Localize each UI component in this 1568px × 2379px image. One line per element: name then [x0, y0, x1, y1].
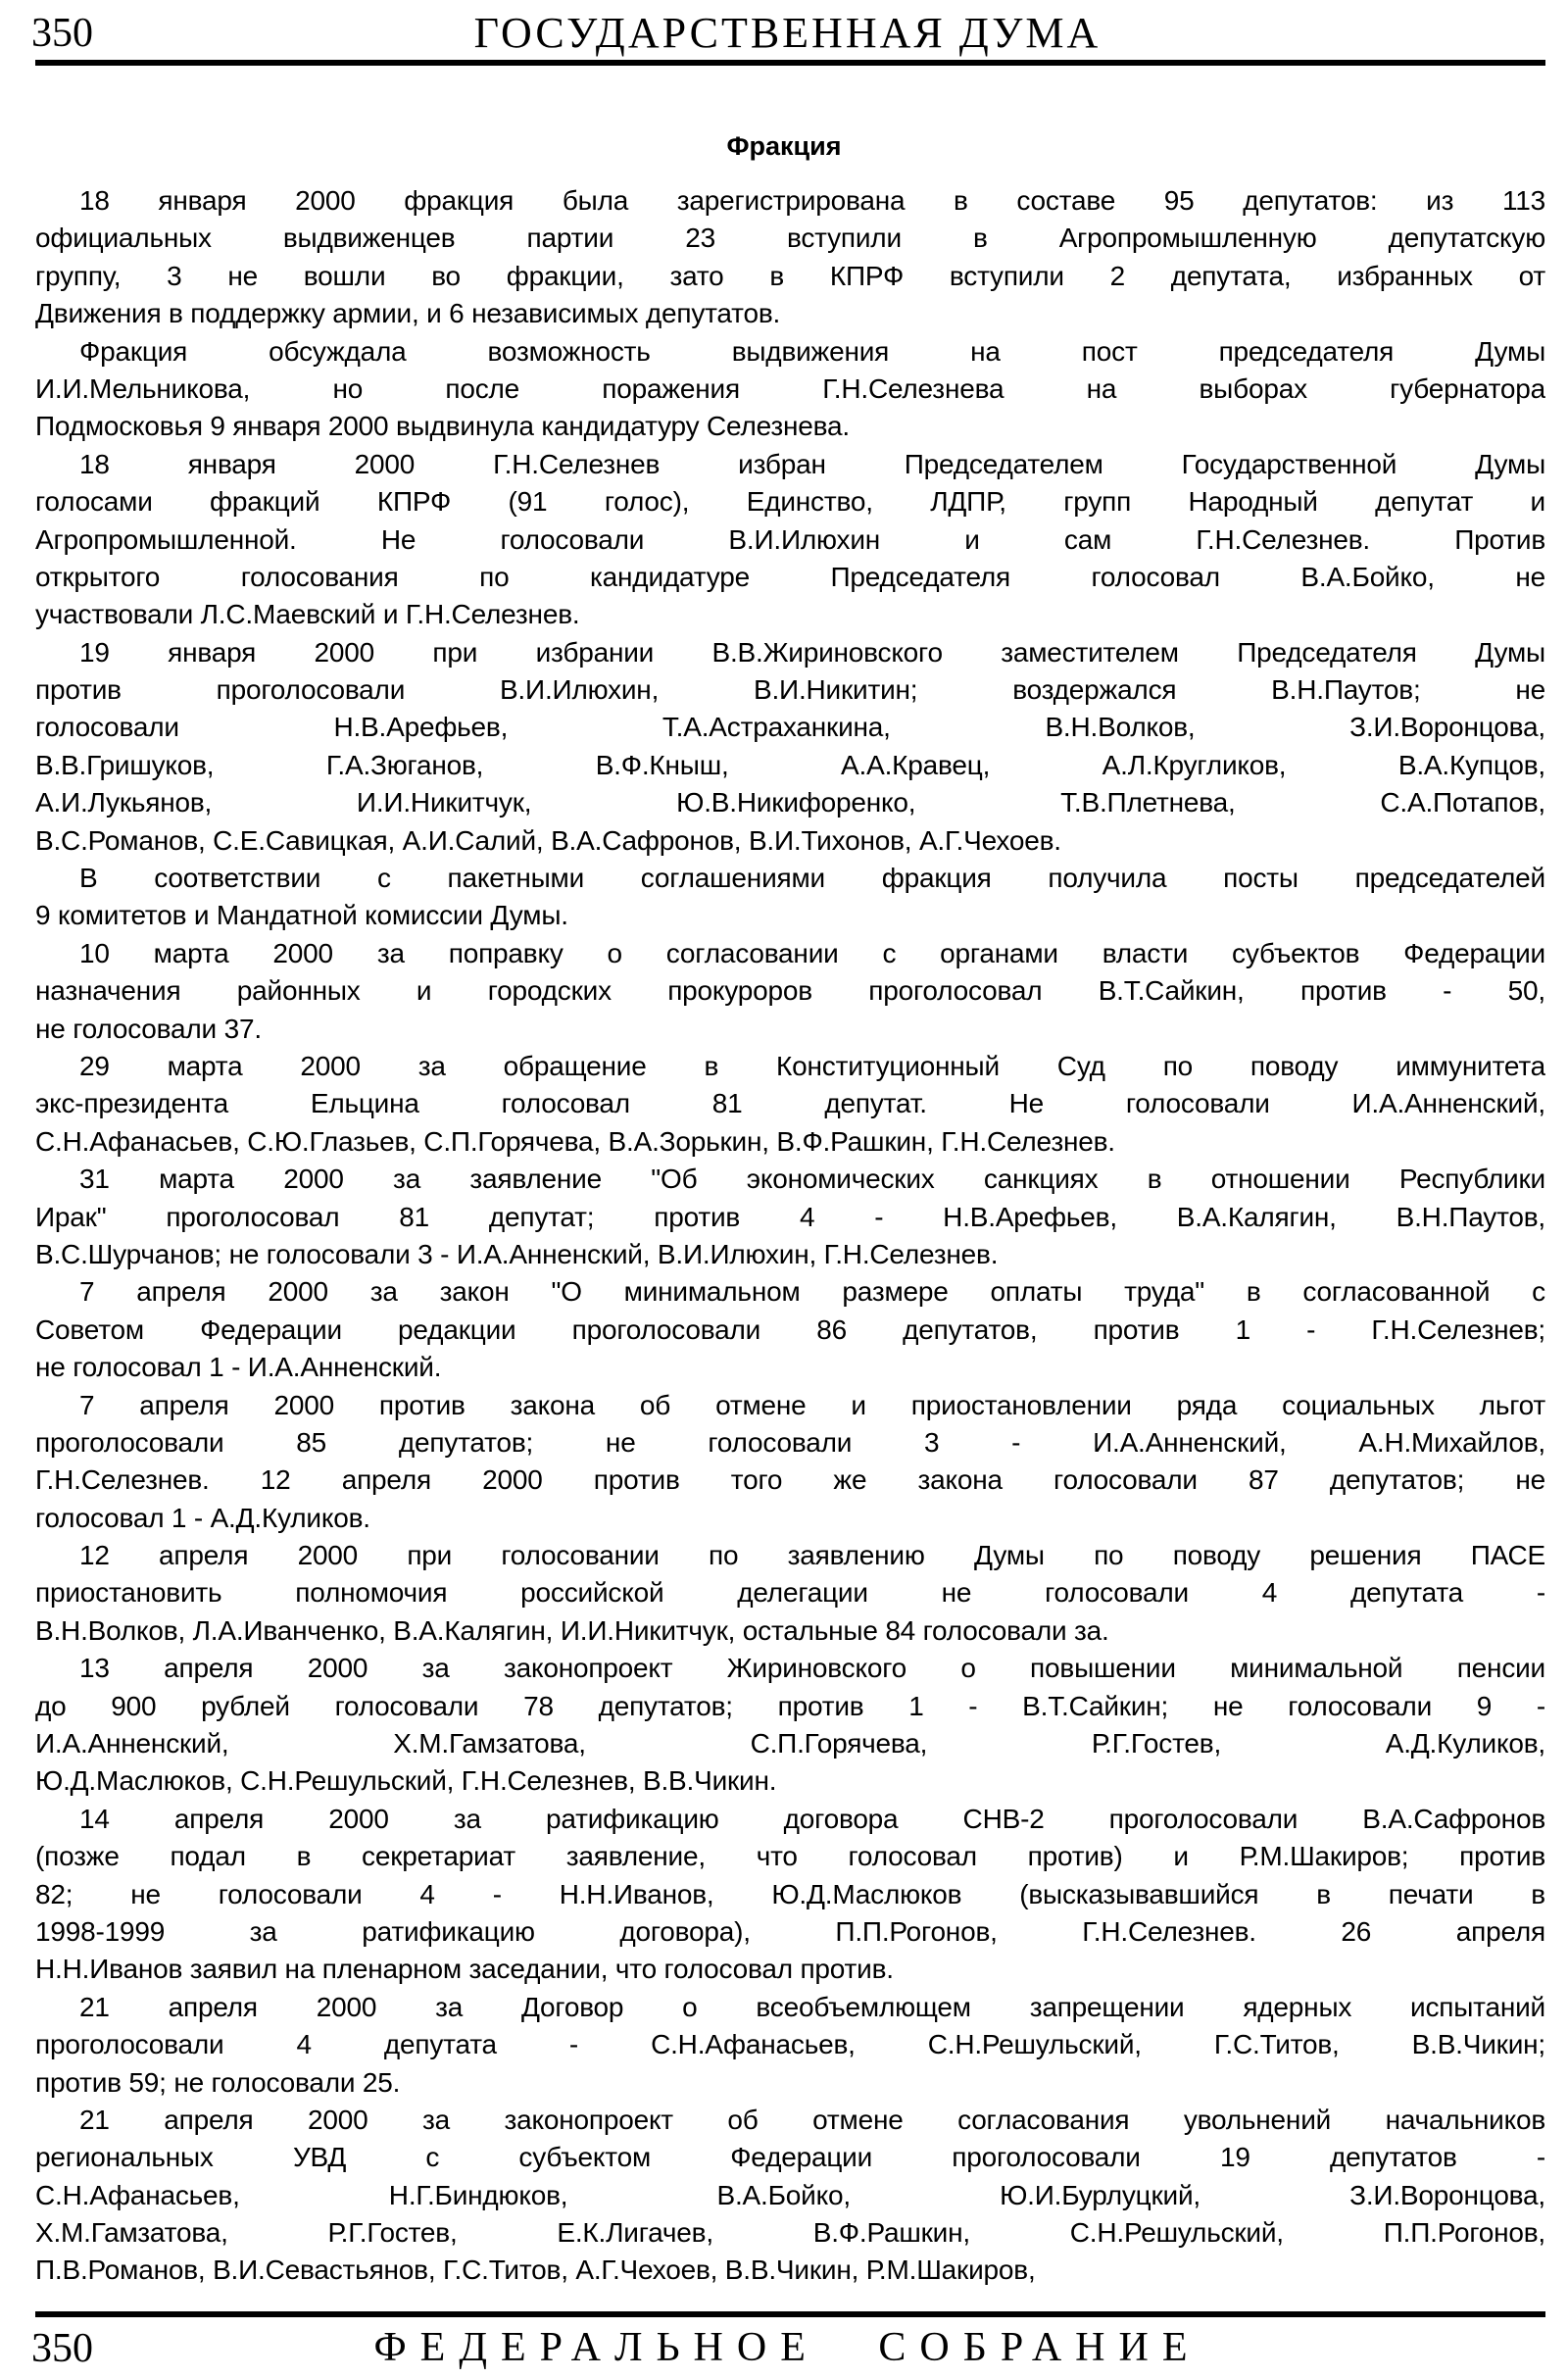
- text-line: 82; не голосовали 4 - Н.Н.Иванов, Ю.Д.Маслюков (высказывавшийся в печати в: [35, 1878, 1545, 1909]
- paragraph: [35, 333, 1545, 446]
- body-text: [35, 182, 1545, 2290]
- footer-page-number: 350: [31, 2326, 93, 2371]
- page-header: [29, 10, 1545, 59]
- text-line: группу, 3 не вошли во фракции, зато в КПРФ вступили 2 депутата, избранных от: [35, 260, 1545, 291]
- paragraph: [35, 634, 1545, 860]
- footer-rule: [35, 2311, 1545, 2317]
- text-line: Подмосковья 9 января 2000 выдвинула кандидатуру Селезнева.: [35, 411, 850, 442]
- text-line: до 900 рублей голосовали 78 депутатов; против 1 - В.Т.Сайкин; не голосовали 9 -: [35, 1690, 1545, 1721]
- page-footer: [29, 2323, 1545, 2376]
- text-line: официальных выдвиженцев партии 23 вступили в Агропромышленную депутатскую: [35, 223, 1545, 254]
- paragraph: [35, 1387, 1545, 1538]
- text-line: 31 марта 2000 за заявление "Об экономических санкциях в отношении Республики: [79, 1164, 1545, 1195]
- text-line: Агропромышленной. Не голосовали В.И.Илюхин и сам Г.Н.Селезнев. Против: [35, 523, 1545, 555]
- text-line: против 59; не голосовали 25.: [35, 2066, 401, 2098]
- paragraph: [35, 1537, 1545, 1650]
- text-line: голосовал 1 - А.Д.Куликов.: [35, 1502, 370, 1533]
- text-line: открытого голосования по кандидатуре Председателя голосовал В.А.Бойко, не: [35, 561, 1545, 592]
- section-heading: Фракция: [726, 131, 842, 161]
- text-line: против проголосовали В.И.Илюхин, В.И.Никитин; воздержался В.Н.Паутов; не: [35, 674, 1545, 706]
- text-line: 21 апреля 2000 за законопроект об отмене согласования увольнений начальников: [79, 2104, 1545, 2135]
- text-line: В соответствии с пакетными соглашениями фракция получила посты председателей: [79, 863, 1545, 894]
- text-line: И.И.Мельникова, но после поражения Г.Н.Селезнева на выборах губернатора: [35, 372, 1545, 404]
- text-line: В.С.Шурчанов; не голосовали 3 - И.А.Анненский, В.И.Илюхин, Г.Н.Селезнев.: [35, 1238, 999, 1269]
- paragraph: [35, 182, 1545, 333]
- text-line: 10 марта 2000 за поправку о согласовании с органами власти субъектов Федерации: [79, 937, 1545, 968]
- text-line: С.Н.Афанасьев, С.Ю.Глазьев, С.П.Горячева, В.А.Зорькин, В.Ф.Рашкин, Г.Н.Селезнев.: [35, 1125, 1115, 1157]
- text-line: 7 апреля 2000 против закона об отмене и приостановлении ряда социальных льгот: [79, 1389, 1545, 1420]
- text-line: Советом Федерации редакции проголосовали 86 депутатов, против 1 - Г.Н.Селезнев;: [35, 1313, 1545, 1345]
- text-line: В.Н.Волков, Л.А.Иванченко, В.А.Калягин, И.И.Никитчук, остальные 84 голосовали за.: [35, 1614, 1109, 1646]
- text-line: региональных УВД с субъектом Федерации проголосовали 19 депутатов -: [35, 2142, 1545, 2173]
- text-line: 18 января 2000 Г.Н.Селезнев избран Председателем Государственной Думы: [79, 448, 1545, 479]
- text-line: голосовали Н.В.Арефьев, Т.А.Астраханкина, В.Н.Волков, З.И.Воронцова,: [35, 712, 1545, 743]
- text-line: Х.М.Гамзатова, Р.Г.Гостев, Е.К.Лигачев, В.Ф.Рашкин, С.Н.Решульский, П.П.Рогонов,: [35, 2217, 1545, 2249]
- text-line: 9 комитетов и Мандатной комиссии Думы.: [35, 900, 568, 931]
- text-line: Ирак" проголосовал 81 депутат; против 4 - Н.В.Арефьев, В.А.Калягин, В.Н.Паутов,: [35, 1201, 1545, 1232]
- text-line: П.В.Романов, В.И.Севастьянов, Г.С.Титов, А.Г.Чехоев, В.В.Чикин, Р.М.Шакиров,: [35, 2255, 1036, 2286]
- text-line: (позже подал в секретариат заявление, что голосовал против) и Р.М.Шакиров; против: [35, 1841, 1545, 1872]
- text-line: Фракция обсуждала возможность выдвижения на пост председателя Думы: [79, 335, 1545, 367]
- text-line: С.Н.Афанасьев, Н.Г.Биндюков, В.А.Бойко, Ю.И.Бурлуцкий, З.И.Воронцова,: [35, 2179, 1545, 2210]
- paragraph: [35, 1989, 1545, 2102]
- text-line: А.И.Лукьянов, И.И.Никитчук, Ю.В.Никифоренко, Т.В.Плетнева, С.А.Потапов,: [35, 787, 1545, 818]
- text-line: экс-президента Ельцина голосовал 81 депутат. Не голосовали И.А.Анненский,: [35, 1088, 1545, 1119]
- text-line: 21 апреля 2000 за Договор о всеобъемлющем запрещении ядерных испытаний: [79, 1991, 1545, 2022]
- text-line: Ю.Д.Маслюков, С.Н.Решульский, Г.Н.Селезнев, В.В.Чикин.: [35, 1765, 777, 1797]
- text-line: приостановить полномочия российской делегации не голосовали 4 депутата -: [35, 1577, 1545, 1609]
- paragraph: [35, 1801, 1545, 1989]
- text-line: участвовали Л.С.Маевский и Г.Н.Селезнев.: [35, 599, 580, 630]
- text-line: голосами фракций КПРФ (91 голос), Единство, ЛДПР, групп Народный депутат и: [35, 486, 1545, 518]
- text-line: В.В.Гришуков, Г.А.Зюганов, В.Ф.Кныш, А.А.Кравец, А.Л.Кругликов, В.А.Купцов,: [35, 749, 1545, 780]
- text-line: 7 апреля 2000 за закон "О минимальном размере оплаты труда" в согласованной с: [79, 1276, 1545, 1308]
- paragraph: [35, 1650, 1545, 1801]
- paragraph: [35, 935, 1545, 1048]
- text-line: назначения районных и городских прокуроров проголосовал В.Т.Сайкин, против - 50,: [35, 975, 1545, 1007]
- text-line: 14 апреля 2000 за ратификацию договора СНВ-2 проголосовали В.А.Сафронов: [79, 1803, 1545, 1834]
- text-line: 18 января 2000 фракция была зарегистрирована в составе 95 депутатов: из 113: [79, 185, 1545, 216]
- paragraph: [35, 2102, 1545, 2290]
- text-line: И.А.Анненский, Х.М.Гамзатова, С.П.Горячева, Р.Г.Гостев, А.Д.Куликов,: [35, 1728, 1545, 1759]
- header-rule: [35, 60, 1545, 66]
- paragraph: [35, 1048, 1545, 1161]
- text-line: не голосовали 37.: [35, 1013, 262, 1044]
- footer-title: ФЕДЕРАЛЬНОЕ СОБРАНИЕ: [373, 2325, 1201, 2370]
- text-line: 1998-1999 за ратификацию договора), П.П.Рогонов, Г.Н.Селезнев. 26 апреля: [35, 1915, 1545, 1947]
- paragraph: [35, 1161, 1545, 1273]
- paragraph: [35, 446, 1545, 634]
- text-line: Н.Н.Иванов заявил на пленарном заседании, что голосовал против.: [35, 1954, 894, 1985]
- text-line: Г.Н.Селезнев. 12 апреля 2000 против того же закона голосовали 87 депутатов; не: [35, 1464, 1545, 1496]
- header-title: ГОСУДАРСТВЕННАЯ ДУМА: [473, 9, 1102, 57]
- text-line: Движения в поддержку армии, и 6 независимых депутатов.: [35, 298, 781, 329]
- text-line: 12 апреля 2000 при голосовании по заявлению Думы по поводу решения ПАСЕ: [79, 1540, 1545, 1571]
- header-page-number: 350: [31, 11, 93, 56]
- paragraph: [35, 1273, 1545, 1386]
- text-line: проголосовали 85 депутатов; не голосовали 3 - И.А.Анненский, А.Н.Михайлов,: [35, 1426, 1545, 1458]
- text-line: проголосовали 4 депутата - С.Н.Афанасьев, С.Н.Решульский, Г.С.Титов, В.В.Чикин;: [35, 2029, 1545, 2060]
- text-line: не голосовал 1 - И.А.Анненский.: [35, 1352, 442, 1383]
- text-line: 13 апреля 2000 за законопроект Жириновского о повышении минимальной пенсии: [79, 1653, 1545, 1684]
- text-line: 19 января 2000 при избрании В.В.Жириновского заместителем Председателя Думы: [79, 636, 1545, 668]
- text-line: В.С.Романов, С.Е.Савицкая, А.И.Салий, В.А.Сафронов, В.И.Тихонов, А.Г.Чехоев.: [35, 824, 1061, 856]
- paragraph: [35, 860, 1545, 935]
- text-line: 29 марта 2000 за обращение в Конституционный Суд по поводу иммунитета: [79, 1050, 1545, 1081]
